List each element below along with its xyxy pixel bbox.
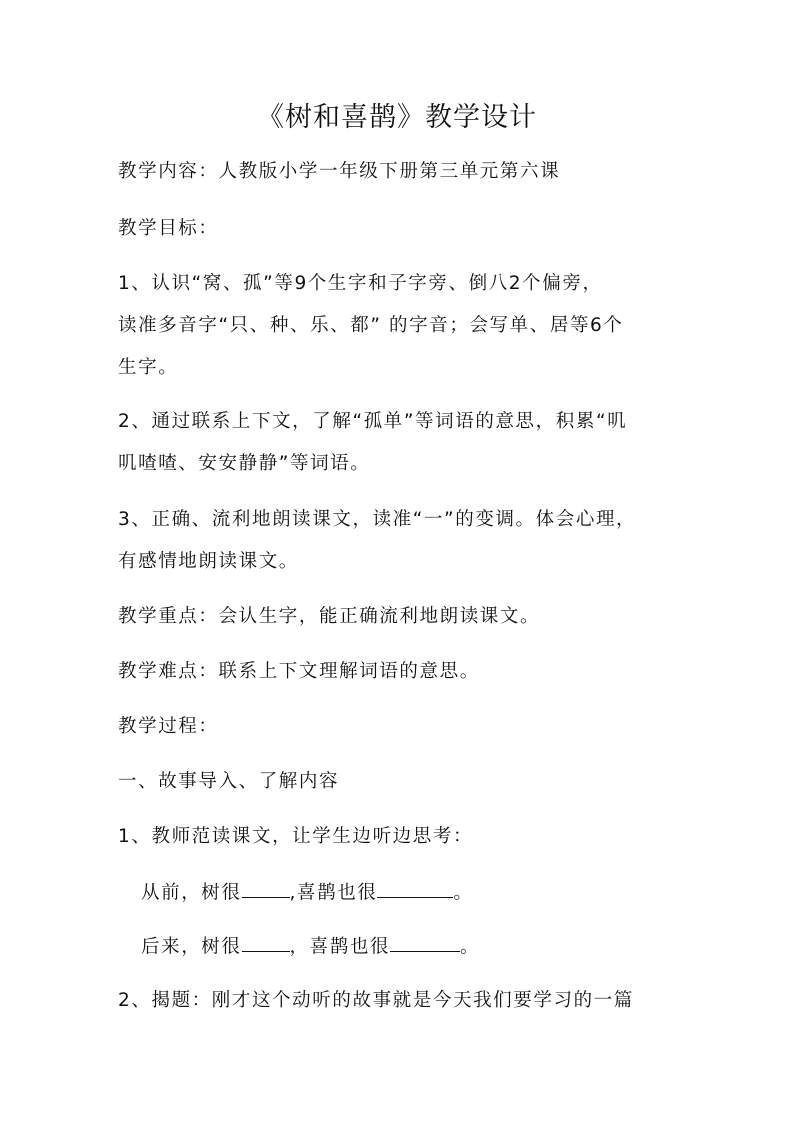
fill-in-line-2 — [141, 932, 711, 961]
fill-1-text-a: 从前，树很 — [141, 882, 242, 904]
fill-1-text-c: 。 — [453, 882, 474, 904]
difficulties: 教学难点：联系上下文理解词语的意思。 — [118, 661, 480, 682]
fill-1-blank-b — [377, 878, 453, 898]
section-1-heading: 一、故事导入、了解内容 — [118, 771, 340, 792]
teaching-goals-label: 教学目标： — [118, 218, 219, 239]
goal-3-line-2: 有感情地朗读课文。 — [118, 551, 299, 572]
fill-2-blank-a — [242, 932, 290, 952]
fill-1-blank-a — [242, 878, 290, 898]
fill-1-text-b: ,喜鹊也很 — [289, 882, 378, 904]
goal-2-line-1: 2、通过联系上下文，了解“孤单”等词语的意思，积累“叽 — [118, 411, 628, 432]
fill-2-text-b: ，喜鹊也很 — [289, 936, 391, 958]
goal-1-line-2: 读准多音字“只、种、乐、都” 的字音；会写单、居等6个 — [118, 315, 624, 336]
goal-3-line-1: 3、正确、流利地朗读课文，读准“一”的变调。体会心理， — [118, 509, 637, 530]
process-label: 教学过程： — [118, 716, 219, 737]
key-points: 教学重点：会认生字，能正确流利地朗读课文。 — [118, 606, 541, 627]
step-2: 2、揭题：刚才这个动听的故事就是今天我们要学习的一篇 — [118, 990, 634, 1011]
fill-2-text-a: 后来，树很 — [141, 936, 242, 958]
goal-1-line-1: 1、认识“窝、孤”等9个生字和子字旁、倒八2个偏旁， — [118, 273, 603, 294]
document-title: 《树和喜鹊》教学设计 — [257, 102, 537, 133]
teaching-content: 教学内容：人教版小学一年级下册第三单元第六课 — [118, 161, 561, 182]
fill-in-line-1 — [141, 878, 711, 907]
fill-2-blank-b — [390, 932, 460, 952]
goal-1-line-3: 生字。 — [118, 357, 179, 378]
step-1: 1、教师范读课文，让学生边听边思考： — [118, 826, 474, 847]
fill-2-text-c: 。 — [460, 936, 481, 958]
goal-2-line-2: 叽喳喳、安安静静”等词语。 — [118, 453, 371, 474]
